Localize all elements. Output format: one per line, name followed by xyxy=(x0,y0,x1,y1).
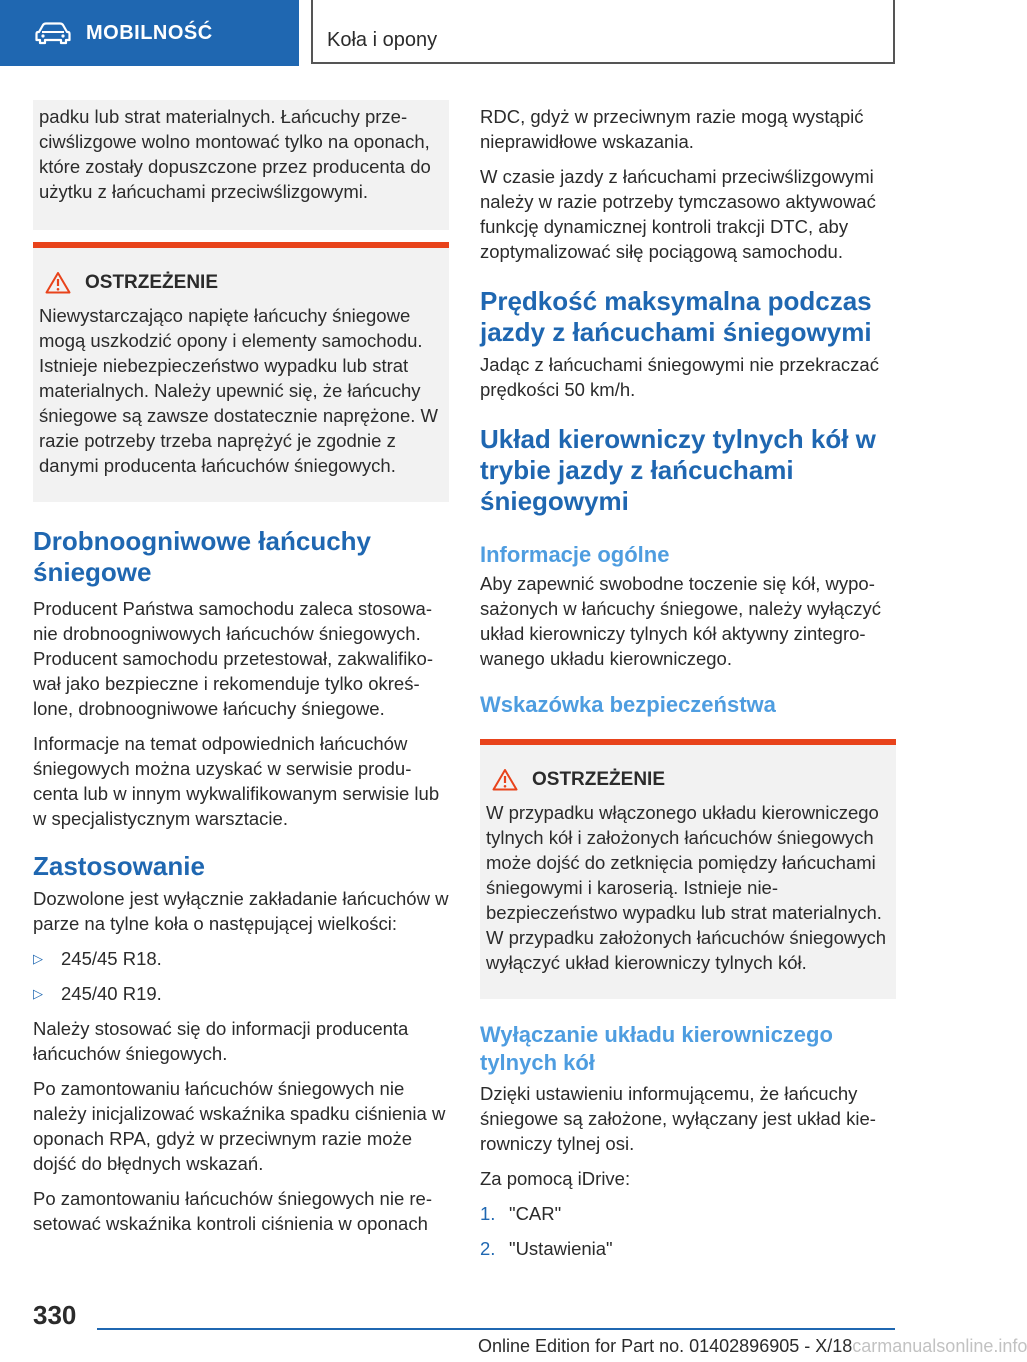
heading-fine-chains: Drobnoogniwowe łańcuchy śniegowe xyxy=(33,526,372,587)
paragraph: Należy stosować się do informacji producenta łańcuchów śniegowych. xyxy=(33,1018,409,1064)
paragraph: Za pomocą iDrive: xyxy=(480,1168,631,1189)
warning-box-tension xyxy=(33,242,449,502)
warning-text: W przypadku włączonego układu kierowniczego tylnych kół i założonych łańcuchów śniegowych może dojść do zetknięcia pomiędzy łańcuchami śniegowymi i karoserią. Istnieje niebezpieczeństwo wypadku lub strat materialnych. W przypadku założonych łańcuchów śniegowych wyłączyć układ kierowniczy tylnych kół. xyxy=(486,802,887,973)
paragraph: Po zamontowaniu łańcuchów śniegowych nie resetować wskaźnika kontroli ciśnienia w oponach xyxy=(33,1188,433,1234)
warning-text: Niewystarczająco napięte łańcuchy śniegowe mogą uszkodzić opony i elementy samochodu. Istnieje niebezpieczeństwo wypadku lub strat materialnych. Należy upewnić się, że łańcuchy śniegowe są zawsze dostatecznie naprężone. W razie potrzeby trzeba naprężyć je zgodnie z danymi producenta łańcuchów śniegowych. xyxy=(39,305,438,476)
paragraph: Dzięki ustawieniu informującemu, że łańcuchy śniegowe są założone, wyłączany jest układ kierowniczy tylnej osi. xyxy=(480,1083,876,1154)
right-column xyxy=(480,100,896,1271)
warning-box-steering xyxy=(480,739,896,999)
paragraph: Dozwolone jest wyłącznie zakładanie łańcuchów w parze na tylne koła o następującej wielkości: xyxy=(33,888,449,934)
chapter-header xyxy=(311,0,895,64)
heading-usage: Zastosowanie xyxy=(33,851,205,881)
paragraph: Po zamontowaniu łańcuchów śniegowych nie należy inicjalizować wskaźnika spadku ciśnienia w oponach RPA, gdyż w przeciwnym razie może dojść do błędnych wskazań. xyxy=(33,1078,446,1174)
step-number: 1. xyxy=(480,1203,496,1224)
step-number: 2. xyxy=(480,1238,496,1259)
edition-text: Online Edition for Part no. 01402896905 - X/18 xyxy=(478,1336,853,1356)
paragraph: W czasie jazdy z łańcuchami przeciwślizgowymi należy w razie potrzeby tymczasowo aktywować funkcję dynamicznej kontroli trakcji DTC, aby zoptymalizować siłę pociągową samochodu. xyxy=(480,166,876,262)
step-item xyxy=(480,1236,896,1261)
watermark: carmanualsonline.info xyxy=(852,1336,1027,1356)
list-item xyxy=(33,981,449,1006)
warning-heading xyxy=(486,767,890,792)
triangle-bullet-icon: ▷ xyxy=(33,986,43,1001)
heading-max-speed: Prędkość maksymalna podczas jazdy z łańcuchami śniegowymi xyxy=(480,286,872,347)
warning-heading xyxy=(39,270,443,295)
chapter-title: Koła i opony xyxy=(327,29,438,51)
heading-rear-steering: Układ kierowniczy tylnych kół w trybie jazdy z łańcuchami śniegowymi xyxy=(480,424,876,516)
triangle-bullet-icon: ▷ xyxy=(33,951,43,966)
left-column xyxy=(33,100,449,1246)
footer-edition xyxy=(478,1336,1027,1357)
note-box-continued xyxy=(33,100,449,230)
list-item-text: 245/45 R18. xyxy=(61,948,162,969)
warning-triangle-icon xyxy=(492,768,518,791)
page-number: 330 xyxy=(33,1300,77,1330)
warning-label: OSTRZEŻENIE xyxy=(85,272,219,293)
list-item-text: 245/40 R19. xyxy=(61,983,162,1004)
heading-general-info: Informacje ogólne xyxy=(480,542,670,567)
paragraph: Aby zapewnić swobodne toczenie się kół, wyposażonych w łańcuchy śniegowe, należy wyłączyć układ kierowniczy tylnych kół aktywny zintegrowanego układu kierowniczego. xyxy=(480,573,882,669)
list-item xyxy=(33,946,449,971)
footer-divider xyxy=(97,1328,895,1330)
section-tab[interactable] xyxy=(0,0,299,66)
step-text: "Ustawienia" xyxy=(509,1238,613,1259)
note-box-text: padku lub strat materialnych. Łańcuchy przeciwślizgowe wolno montować tylko na oponach, które zostały dopuszczone przez producenta do użytku z łańcuchami przeciwślizgowymi. xyxy=(39,106,431,202)
step-item xyxy=(480,1201,896,1226)
paragraph: Producent Państwa samochodu zaleca stosowanie drobnoogniwowych łańcuchów śniegowych. Producent samochodu przetestował, zakwalifikował jako bezpieczne i rekomenduje tylko określone, drobnoogniwowe łańcuchy śniegowe. xyxy=(33,598,434,719)
car-icon xyxy=(36,22,70,44)
heading-safety-note: Wskazówka bezpieczeństwa xyxy=(480,692,776,717)
paragraph: Jadąc z łańcuchami śniegowymi nie przekraczać prędkości 50 km/h. xyxy=(480,354,879,400)
step-text: "CAR" xyxy=(509,1203,562,1224)
heading-disable-steering: Wyłączanie układu kierowniczego tylnych kół xyxy=(480,1022,833,1075)
warning-triangle-icon xyxy=(45,271,71,294)
paragraph: RDC, gdyż w przeciwnym razie mogą wystąpić nieprawidłowe wskazania. xyxy=(480,106,864,152)
paragraph: Informacje na temat odpowiednich łańcuchów śniegowych można uzyskać w serwisie producenta lub w innym wykwalifikowanym serwisie lub w specjalistycznym warsztacie. xyxy=(33,733,440,829)
section-label: MOBILNOŚĆ xyxy=(86,21,213,44)
warning-label: OSTRZEŻENIE xyxy=(532,769,666,790)
